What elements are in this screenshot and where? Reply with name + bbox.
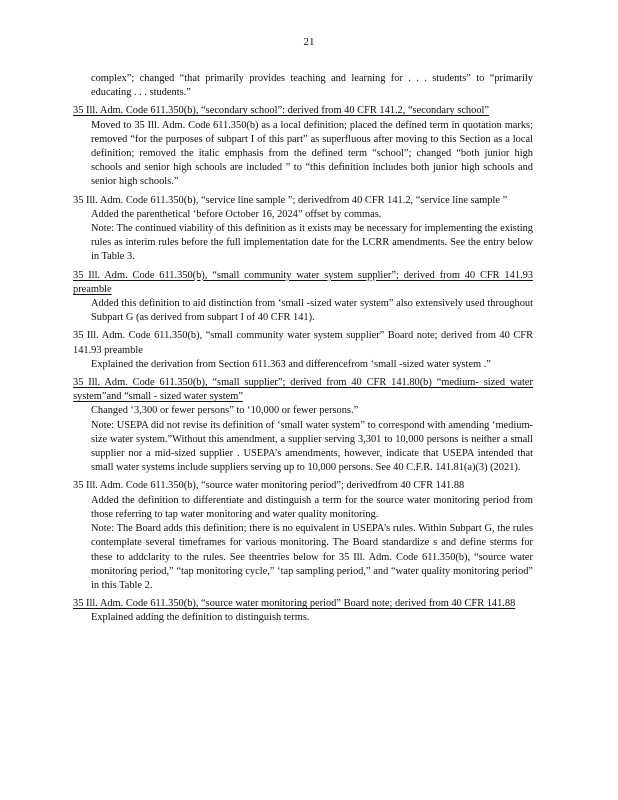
document-body (73, 72, 533, 626)
entry-heading: 35 Ill. Adm. Code 611.350(b), “source water monitoring period” Board note; derived from 40 CFR 141.88 (73, 598, 516, 610)
entry-note: Note: The continued viability of this definition as it exists may be necessary for implementing the existing rules as interim rules before the full implementation date for the LCRR amendments. See the entry below in Table 3. (91, 223, 533, 263)
entry-paragraph: Moved to 35 Ill. Adm. Code 611.350(b) as a local definition; placed the defined term in quotation marks; removed “for the purposes of subpart I of this part” as superfluous after moving to this Section as a local definition; removed the italic emphasis from the defined term “school”; changed “both junior high schools and senior high schools are included ” to “this definition includes both junior high schools and senior high schools.” (91, 119, 533, 188)
entry-small-community-water-system-supplier (73, 269, 533, 326)
entry-paragraph: Added the parenthetical ‘before October 16, 2024” offset by commas. (91, 208, 382, 220)
entry-source-water-monitoring-board-note (73, 597, 533, 625)
entry-small-community-board-note (73, 329, 533, 372)
entry-heading: 35 Ill. Adm. Code 611.350(b), “small community water system supplier”; derived from 40 CFR 141.93 preamble (73, 269, 533, 295)
entry-secondary-school (73, 104, 533, 189)
entry-heading: 35 Ill. Adm. Code 611.350(b), “secondary school”: derived from 40 CFR 141.2, “secondary school” (73, 105, 490, 117)
entry-heading: 35 Ill. Adm. Code 611.350(b), “small community water system supplier” Board note; derived from 40 CFR 141.93 preamble (73, 330, 533, 356)
entry-note: Note: USEPA did not revise its definition of ‘small water system” to correspond with amending ‘medium- size water system.”Without this amendment, a supplier serving 3,301 to 10,000 persons is neither a small supplier nor a mid-sized supplier . USEPA’s amendments, however, indicate that USEPA intended that small water systems include suppliers serving up to 10,000 persons. See 40 C.F.R. 141.81(a)(3) (2021). (91, 419, 533, 474)
entry-heading: 35 Ill. Adm. Code 611.350(b), “small supplier”; derived from 40 CFR 141.80(b) “medium- sized water system”and “small - sized water system” (73, 377, 533, 403)
entry-heading: 35 Ill. Adm. Code 611.350(b), “source water monitoring period”; derivedfrom 40 CFR 141.88 (73, 480, 465, 492)
entry-note: Note: The Board adds this definition; there is no equivalent in USEPA’s rules. Within Subpart G, the rules contemplate several timeframes for various monitoring. The Board standardize s and define sterms for these to addclarity to the rules. See theentries below for 35 Ill. Adm. Code 611.350(b), “source water monitoring period,” “tap monitoring cycle,” ‘tap sampling period,” and “water quality monitoring period” in this Table 2. (91, 523, 533, 591)
entry-paragraph: complex”; changed “that primarily provides teaching and learning for . . . students” to “primarily educating . . . students.” (91, 73, 533, 99)
entry-paragraph: Explained the derivation from Section 611.363 and differencefrom ‘small -sized water system .” (91, 358, 491, 370)
entry-source-water-monitoring-period (73, 479, 533, 593)
entry-paragraph: Added this definition to aid distinction from ‘small -sized water system” also extensively used throughout Subpart G (as derived from subpart I of 40 CFR 141). (91, 298, 533, 324)
entry-continuation (73, 72, 533, 100)
entry-paragraph: Changed ‘3,300 or fewer persons” to ‘10,000 or fewer persons.” (91, 405, 359, 417)
entry-small-supplier (73, 376, 533, 475)
entry-paragraph: Explained adding the definition to distinguish terms. (91, 612, 310, 624)
entry-paragraph: Added the definition to differentiate and distinguish a term for the source water monitoring period from those referring to tap water monitoring and water quality monitoring. (91, 494, 533, 520)
page-number: 21 (303, 36, 315, 48)
entry-service-line-sample (73, 194, 533, 265)
entry-heading: 35 Ill. Adm. Code 611.350(b), “service line sample ”; derivedfrom 40 CFR 141.2, “service line sample ” (73, 194, 508, 206)
